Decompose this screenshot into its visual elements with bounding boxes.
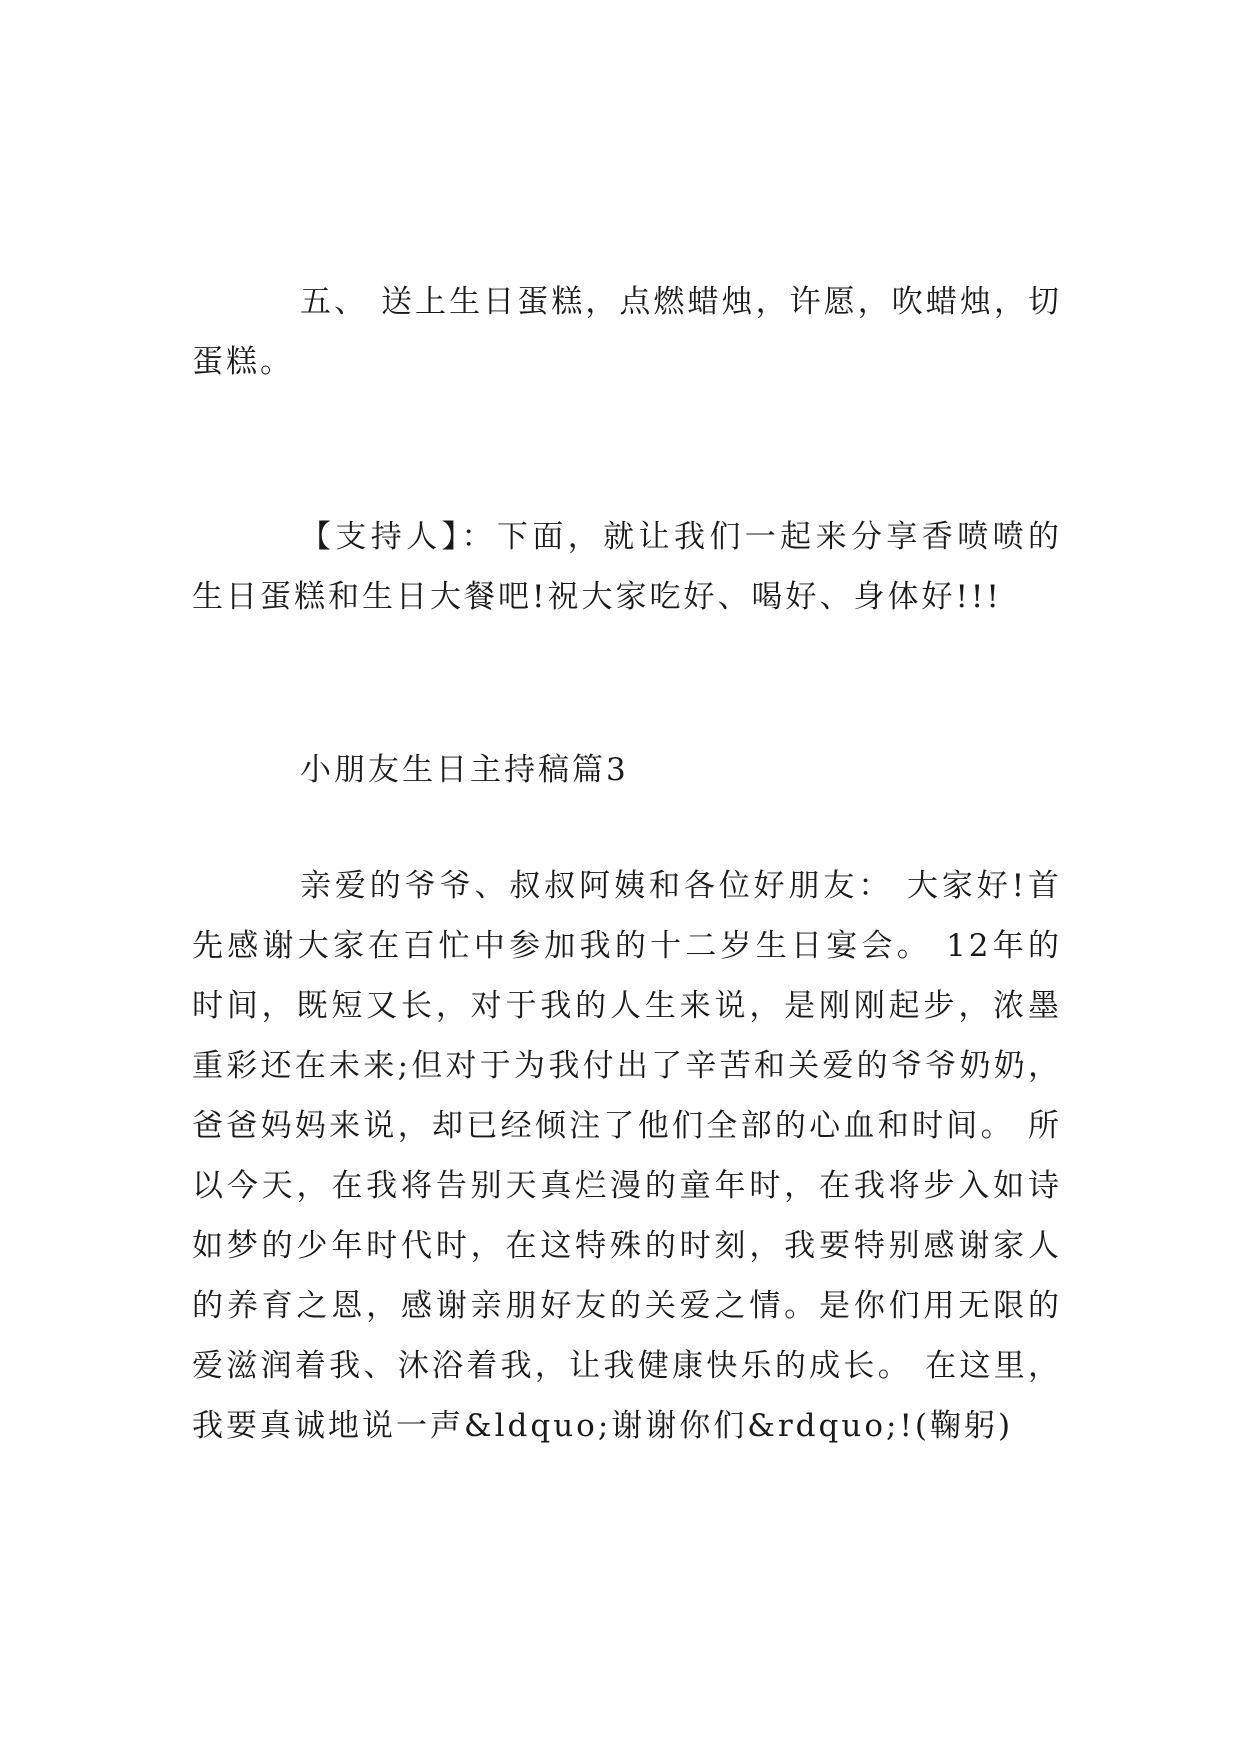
paragraph-birthday-speech: 亲爱的爷爷、叔叔阿姨和各位好朋友： 大家好!首先感谢大家在百忙中参加我的十二岁生日宴会。 12年的时间，既短又长，对于我的人生来说，是刚刚起步，浓墨重彩还在未来;但对于为我付出了辛苦和关爱的爷爷奶奶，爸爸妈妈来说，却已经倾注了他们全部的心血和时间。 所以今天，在我将告别天真烂漫的童年时，在我将步入如诗如梦的少年时代时，在这特殊的时刻，我要特别感谢家人的养育之恩，感谢亲朋好友的关爱之情。是你们用无限的爱滋润着我、沐浴着我，让我健康快乐的成长。 在这里，我要真诚地说一声&ldquo;谢谢你们&rdquo;!(鞠躬) bbox=[192, 868, 1062, 1444]
paragraph-cake-step: 五、 送上生日蛋糕，点燃蜡烛，许愿，吹蜡烛，切蛋糕。 bbox=[192, 284, 1062, 380]
section-heading: 小朋友生日主持稿篇3 bbox=[300, 752, 629, 788]
paragraph-host-speech: 【支持人】：下面，就让我们一起来分享香喷喷的生日蛋糕和生日大餐吧!祝大家吃好、喝好、身体好!!! bbox=[192, 519, 1062, 615]
